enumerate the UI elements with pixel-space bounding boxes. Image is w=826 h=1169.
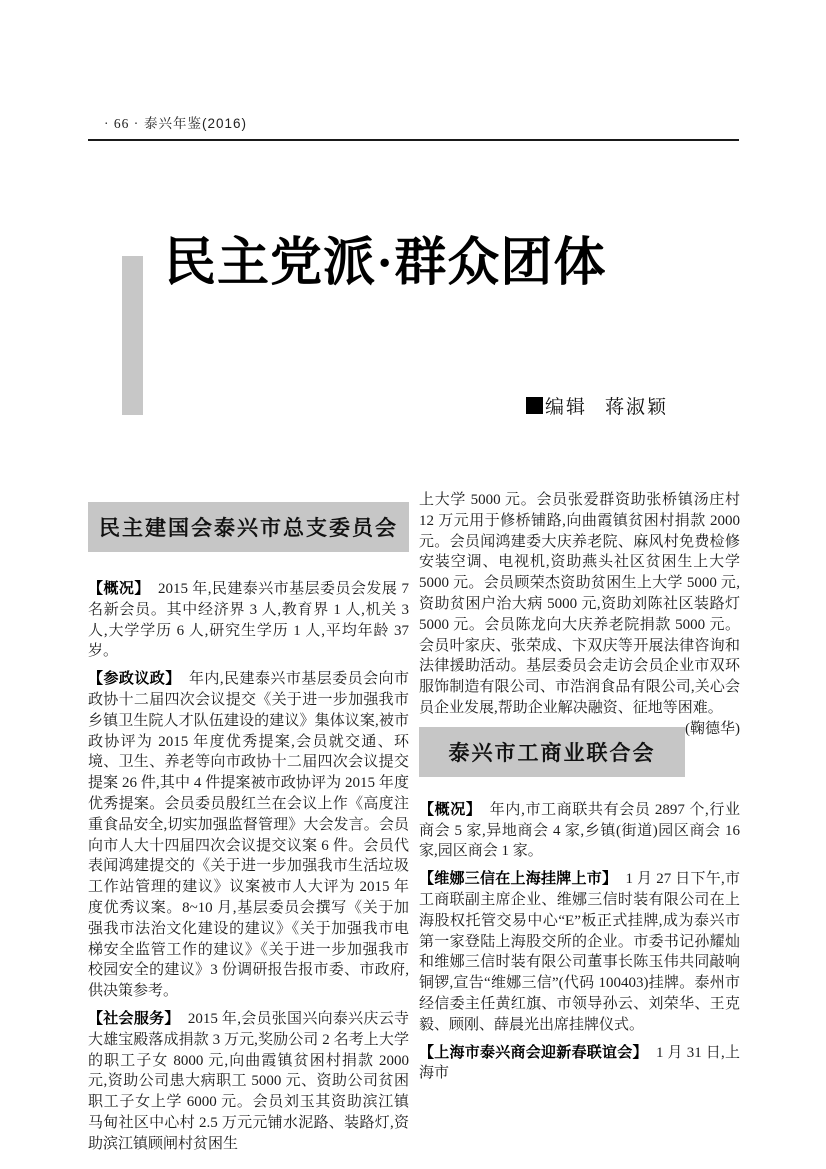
paragraph-shanghai-gala (419, 1043, 740, 1085)
paragraph-politics (88, 669, 409, 1002)
paragraph-continuation (419, 490, 740, 737)
square-bullet-icon (526, 397, 543, 414)
paragraph-text: 1 月 27 日下午,市工商联副主席企业、维娜三信时装有限公司在上海股权托管交易中心“E”板正式挂牌,成为泰兴市第一家登陆上海股交所的企业。市委书记孙耀灿和维娜三信时装有限公司董事长陈玉伟共同敲响铜锣,宣告“维娜三信”(代码 100403)挂牌。泰州市经信委主任黄红旗、市领导孙云、刘荣华、王克毅、顾刚、薛晨光出席挂牌仪式。 (419, 871, 740, 1033)
editor-label: 编辑 (545, 397, 588, 418)
paragraph-text: 2015 年,民建泰兴市基层委员会发展 7 名新会员。其中经济界 3 人,教育界 1 人,机关 3 人,大学学历 6 人,研究生学历 1 人,平均年龄 37 岁。 (88, 581, 409, 660)
paragraph-label: 【社会服务】 (88, 1009, 180, 1027)
book-title: 泰兴年鉴(2016) (144, 116, 248, 131)
header-rule (88, 139, 739, 141)
paragraph-text: 1 月 31 日,上海市 (419, 1044, 740, 1082)
paragraph-social-service (88, 1009, 409, 1155)
paragraph-weina-listing (419, 869, 740, 1035)
author-attribution: (鞠德华) (685, 720, 740, 737)
chapter-title: 民主党派·群众团体 (164, 235, 607, 292)
paragraph-overview (88, 579, 409, 662)
paragraph-label: 【概况】 (419, 800, 482, 818)
paragraph-label: 【概况】 (88, 580, 150, 597)
paragraph-label: 【维娜三信在上海挂牌上市】 (419, 870, 618, 888)
paragraph-text: 2015 年,会员张国兴向泰兴庆云寺大雄宝殿落成捐款 3 万元,奖励公司 2 名考上大学的职工子女 8000 元,向曲霞镇贫困村捐款 2000 元,资助公司患大病职工 5000 元、资助公司贫困职工子女上学 6000 元。会员刘玉其资助滨江镇马甸社区中心村 2.5 万元元铺水泥路、装路灯,资助滨江镇顾闸村贫困生 (88, 1010, 409, 1152)
section-heading-gongshanglian (419, 727, 685, 777)
running-head (104, 112, 247, 132)
section-heading-text: 民主建国会泰兴市总支委员会 (99, 517, 398, 540)
paragraph-label: 【上海市泰兴商会迎新春联谊会】 (419, 1043, 648, 1061)
paragraph-text: 年内,民建泰兴市基层委员会向市政协十二届四次会议提交《关于进一步加强我市乡镇卫生院人才队伍建设的建议》集体议案,被市政协评为 2015 年度优秀提案,会员就交通、环境、卫生、养老等向市政协十二届四次会议提交提案 26 件,其中 4 件提案被市政协评为 2015 年度优秀提案。会员委员殷红兰在会议上作《高度注重食品安全,切实加强监督管理》大会发言。会员向市人大十四届四次会议提交议案 6 件。会员代表闻鸿建提交的《关于进一步加强我市生活垃圾工作站管理的建议》议案被市人大评为 2015 年度优秀议案。8~10 月,基层委员会撰写《关于加强我市法治文化建设的建议》《关于加强我市电梯安全监管工作的建议》《关于进一步加强我市校园安全的建议》3 份调研报告报市委、市政府,供决策参考。 (88, 671, 409, 1000)
body-columns (88, 490, 740, 1162)
paragraph-text: 年内,市工商联共有会员 2897 个,行业商会 5 家,异地商会 4 家,乡镇(街道)园区商会 16 家,园区商会 1 家。 (419, 801, 740, 860)
paragraph-label: 【参政议政】 (88, 670, 181, 688)
paragraph-overview-2 (419, 800, 740, 862)
left-column (88, 490, 409, 1162)
page-number: · 66 · (104, 116, 140, 131)
paragraph-text: 上大学 5000 元。会员张爱群资助张桥镇汤庄村 12 万元用于修桥铺路,向曲霞镇贫困村捐款 2000 元。会员闻鸿建委大庆养老院、麻风村免费检修安装空调、电视机,资助燕头社区贫困生上大学 5000 元。会员顾荣杰资助贫困生上大学 5000 元,资助贫困户治大病 5000 元,资助刘陈社区装路灯 5000 元。会员陈龙向大庆养老院捐款 5000 元。会员叶家庆、张荣成、卞双庆等开展法律咨询和法律援助活动。基层委员会走访会员企业市双环服饰制造有限公司、市浩润食品有限公司,关心会员企业发展,帮助企业解决融资、征地等困难。 (419, 492, 740, 716)
right-column (419, 490, 740, 1162)
section-heading-text: 泰兴市工商业联合会 (448, 741, 656, 765)
editor-name: 蒋淑颖 (605, 397, 669, 418)
editor-line (526, 392, 668, 419)
section-heading-minjian (88, 502, 409, 552)
title-decorative-bar (122, 256, 143, 415)
